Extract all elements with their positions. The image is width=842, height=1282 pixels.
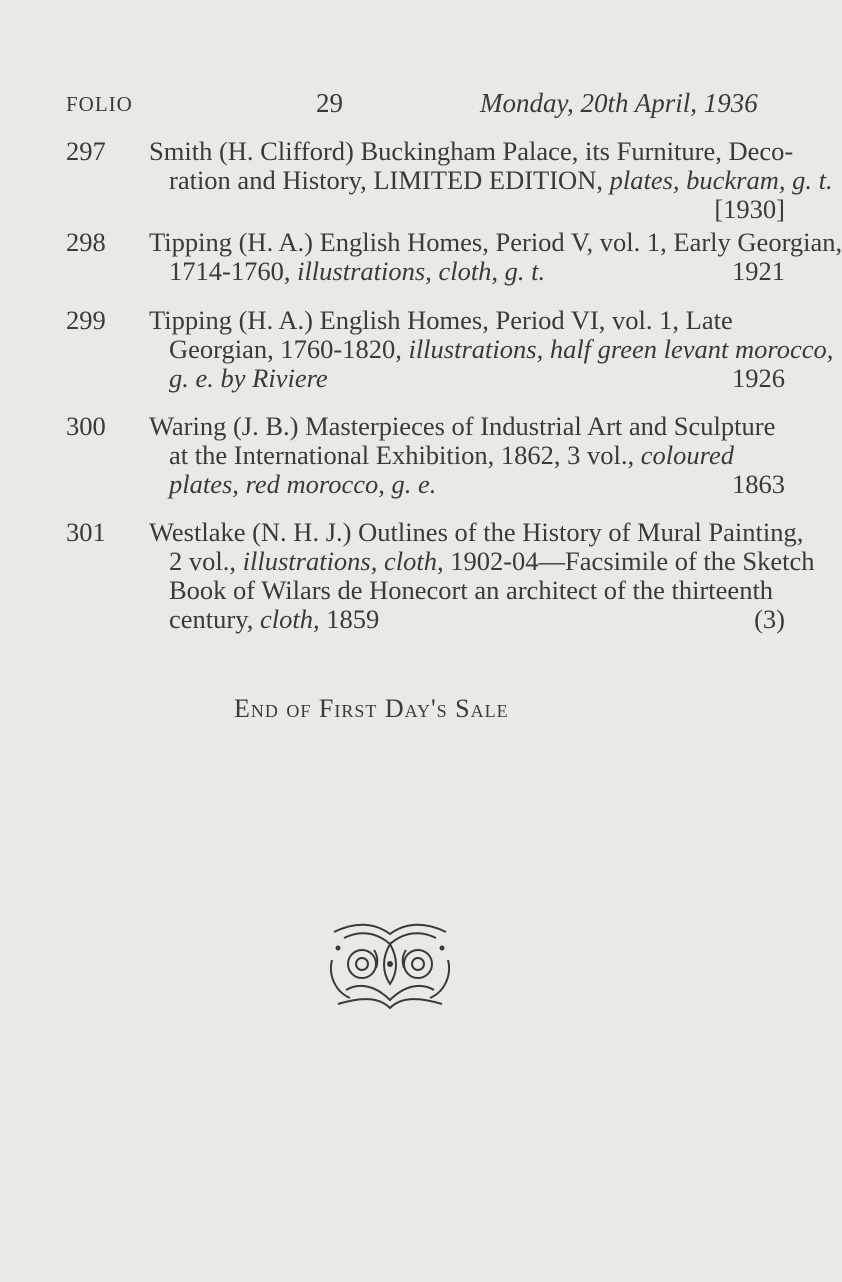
lot-line (149, 257, 785, 286)
binding-note: g. e. by Riviere (169, 363, 328, 393)
lot-line (149, 470, 785, 499)
lot-line (149, 334, 834, 364)
lot-text: century, (169, 604, 260, 634)
lot-line: Waring (J. B.) Masterpieces of Industrial Art and Sculpture (149, 411, 776, 441)
lot-line (149, 546, 815, 576)
lot-number: 301 (66, 517, 106, 547)
volume-count: (3) (754, 604, 785, 634)
lot-line (149, 364, 785, 393)
lot-number: 299 (66, 305, 106, 335)
binding-note: plates, red morocco, g. e. (169, 469, 437, 499)
lot-description (149, 136, 833, 224)
lot-text: ration and History, (169, 165, 374, 195)
lot-text: 2 vol., (169, 546, 243, 576)
lot-description (149, 412, 785, 499)
lot-line: Tipping (H. A.) English Homes, Period VI, vol. 1, Late (149, 305, 733, 335)
lot-text: at the International Exhibition, 1862, 3 vol., (169, 440, 641, 470)
lot-line (149, 605, 785, 634)
binding-note: plates, buckram, g. t. (602, 165, 833, 195)
lot-text: 1714-1760, (169, 256, 298, 286)
lot-line: Tipping (H. A.) English Homes, Period V, vol. 1, Early Georgian, (149, 227, 842, 257)
end-of-sale-note: End of First Day's Sale (234, 694, 509, 723)
lot-year: 1863 (732, 469, 785, 499)
lot-text: 1859 (319, 604, 380, 634)
lot-text: 1902-04—Facsimile of the Sketch (443, 546, 815, 576)
lot-year: 1926 (732, 363, 785, 393)
lot-line: Smith (H. Clifford) Buckingham Palace, its Furniture, Deco- (149, 136, 794, 166)
page-number: 29 (316, 88, 343, 118)
lot-text: Georgian, 1760-1820, (169, 334, 409, 364)
lot-number: 300 (66, 411, 106, 441)
lot-number: 297 (66, 136, 106, 166)
edition-note: LIMITED EDITION, (373, 165, 603, 195)
lot-line: Book of Wilars de Honecort an architect of the thirteenth (169, 575, 774, 605)
binding-note: illustrations, cloth, (242, 546, 444, 576)
lot-number: 298 (66, 227, 106, 257)
lot-description (149, 305, 834, 393)
lot-description (149, 227, 842, 286)
lot-line (149, 441, 785, 470)
lot-description (149, 517, 815, 634)
binding-note: coloured (640, 440, 734, 470)
sale-date: Monday, 20th April, 1936 (480, 88, 758, 118)
binding-note: cloth, (260, 604, 320, 634)
binding-note: illustrations, half green levant morocco, (408, 334, 834, 364)
binding-note: illustrations, cloth, g. t. (297, 256, 546, 286)
page-header (66, 88, 786, 128)
lot-line (149, 165, 833, 195)
lot-year: 1921 (732, 256, 785, 286)
lot-line: Westlake (N. H. J.) Outlines of the History of Mural Painting, (149, 517, 804, 547)
floral-tailpiece-icon (324, 920, 456, 1010)
folio-label: FOLIO (66, 92, 133, 116)
lot-year: [1930] (714, 194, 785, 224)
